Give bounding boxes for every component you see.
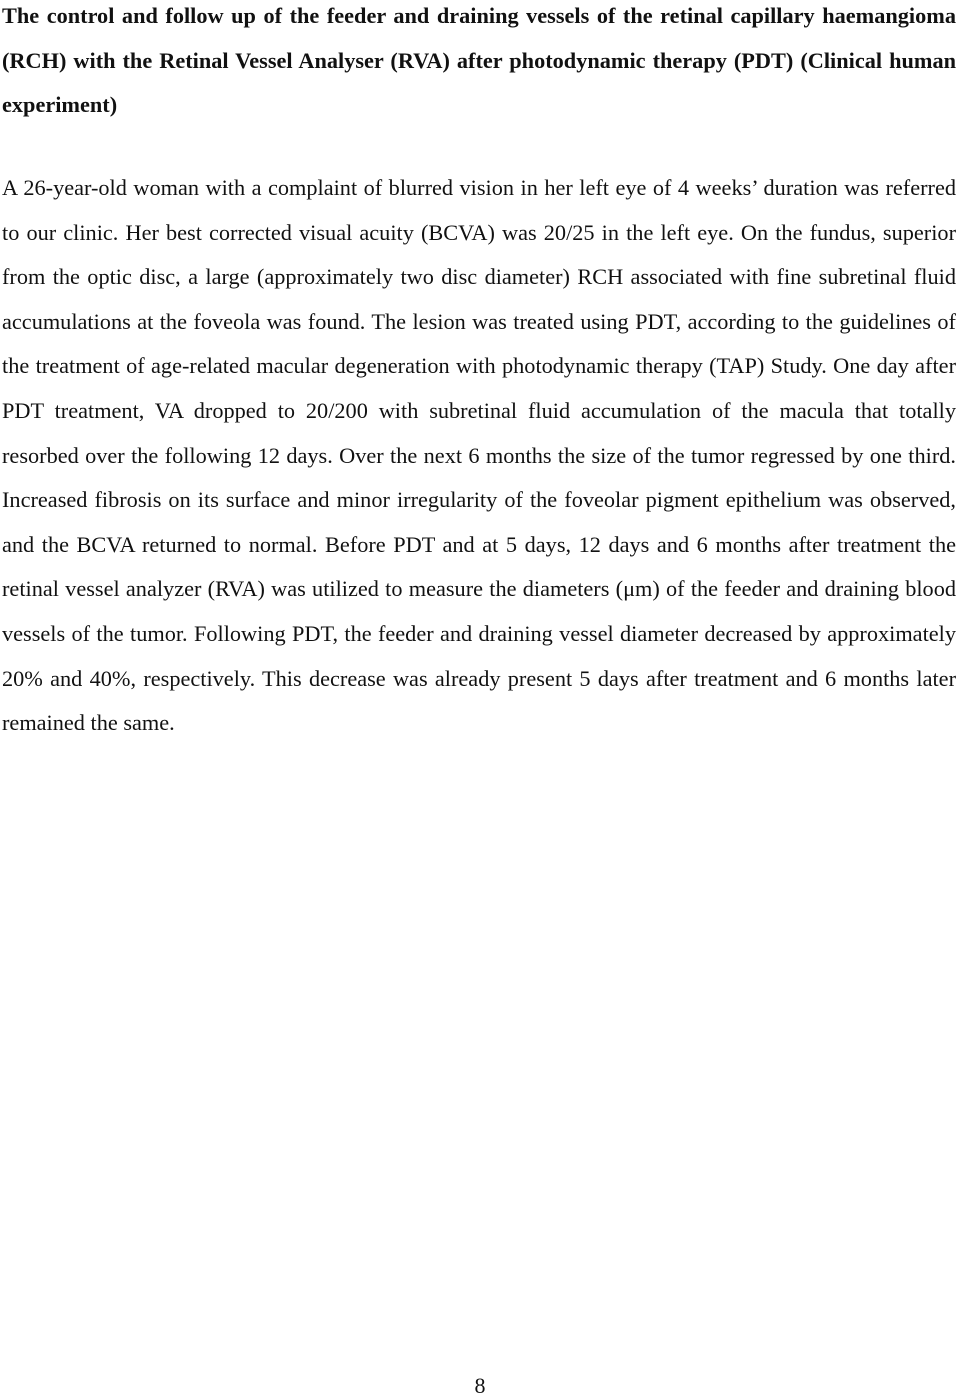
document-title: The control and follow up of the feeder and draining vessels of the retinal capillary haemangioma (RCH) with the Retinal Vessel Analyser (RVA) after photodynamic therapy (PDT) (Clinical human experiment) [2, 3, 956, 118]
page-number: 8 [474, 1373, 486, 1398]
body-paragraph: A 26-year-old woman with a complaint of blurred vision in her left eye of 4 weeks’ duration was referred to our clinic. Her best corrected visual acuity (BCVA) was 20/25 in the left eye. On the fundus, superior from the optic disc, a large (approximately two disc diameter) RCH associated with fine subretinal fluid accumulations at the foveola was found. The lesion was treated using PDT, according to the guidelines of the treatment of age-related macular degeneration with photodynamic therapy (TAP) Study. One day after PDT treatment, VA dropped to 20/200 with subretinal fluid accumulation of the macula that totally resorbed over the following 12 days. Over the next 6 months the size of the tumor regressed by one third. Increased fibrosis on its surface and minor irregularity of the foveolar pigment epithelium was observed, and the BCVA returned to normal. Before PDT and at 5 days, 12 days and 6 months after treatment the retinal vessel analyzer (RVA) was utilized to measure the diameters (μm) of the feeder and draining blood vessels of the tumor. Following PDT, the feeder and draining vessel diameter decreased by approximately 20% and 40%, respectively. This decrease was already present 5 days after treatment and 6 months later remained the same. [2, 175, 956, 736]
